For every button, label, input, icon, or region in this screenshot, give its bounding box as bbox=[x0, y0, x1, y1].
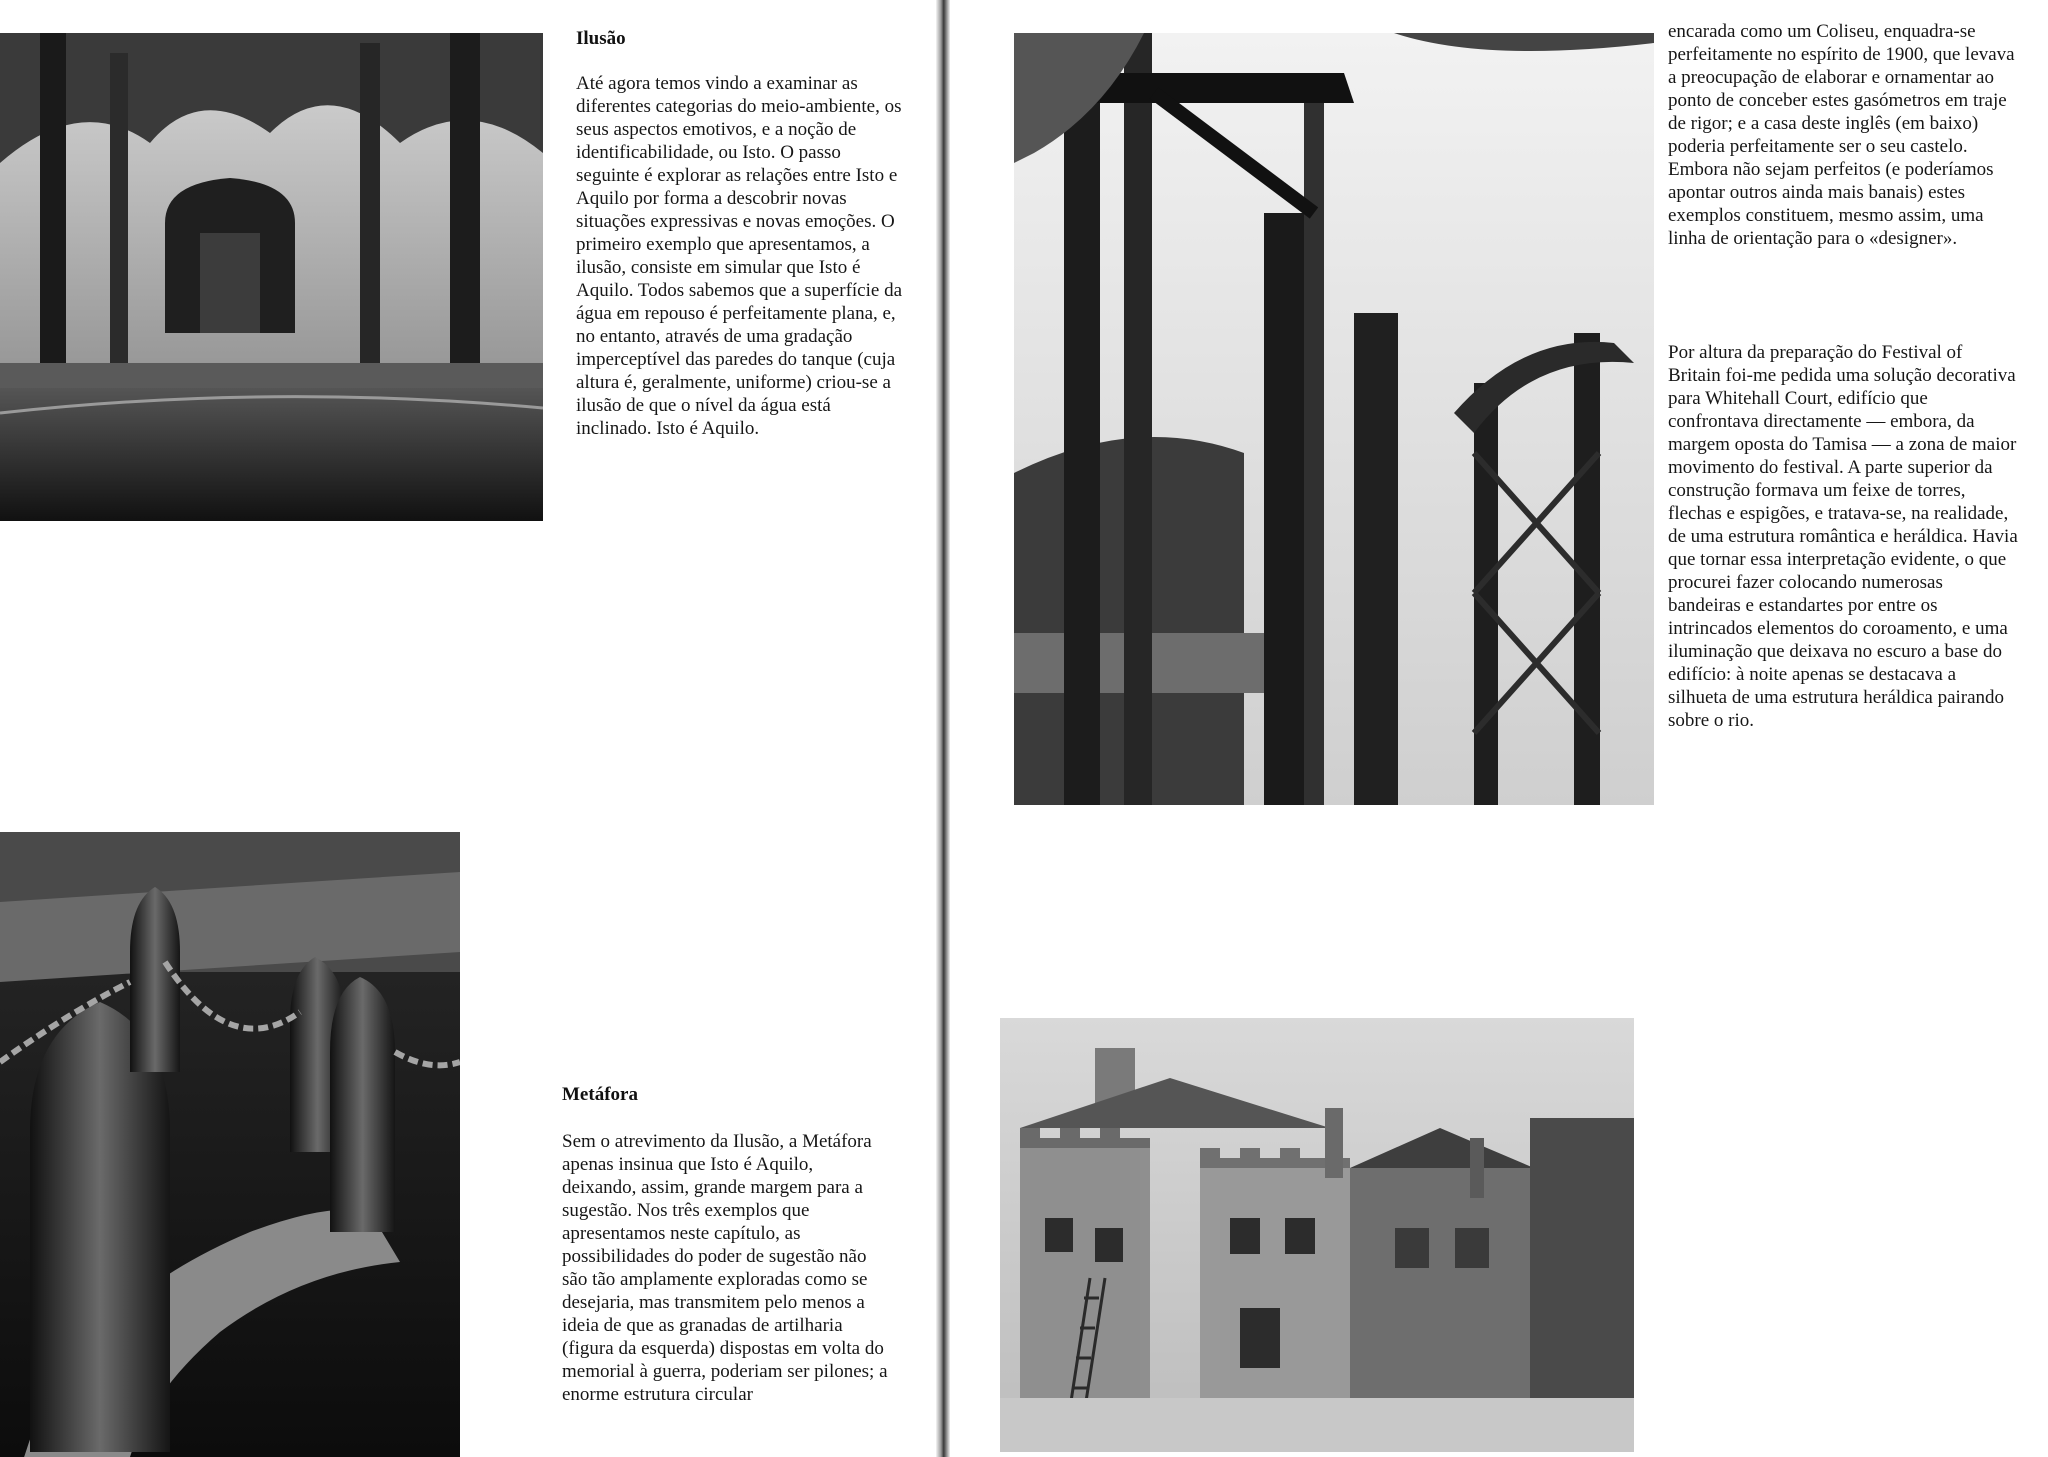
paragraph-ilusao-text: Até agora temos vindo a examinar as diferentes categorias do meio-ambiente, os seus aspectos emotivos, e a noção de identificabilidade, ou Isto. O passo seguinte é explorar as relações entre Isto e Aquilo por forma a descobrir novas situações expressivas e novas emoções. O primeiro exemplo que apresentamos, a ilusão, consiste em simular que Isto é Aquilo. Todos sabemos que a superfície da água em repouso é perfeitamente plana, e, no entanto, através de uma gradação imperceptível das paredes do tanque (cuja altura é, geralmente, uniforme) criou-se a ilusão de que o nível da água está inclinado. Isto é Aquilo. bbox=[576, 73, 902, 439]
artillery-shells-photo bbox=[0, 832, 460, 1457]
fountain-photo bbox=[0, 33, 543, 521]
paragraph-right-2-text: Por altura da preparação do Festival of Britain foi-me pedida uma solução decorativa para Whitehall Court, edifício que confrontava directamente — embora, da margem oposta do Tamisa — a zona de maior movimento do festival. A parte superior da construção formava um feixe de torres, flechas e espigões, e tratava-se, na realidade, de uma estrutura romântica e heráldica. Havia que tornar essa interpretação evidente, o que procurei fazer colocando numerosas bandeiras e estandartes por entre os intrincados elementos do coroamento, e uma iluminação que deixava no escuro a base do edifício: à noite apenas se destacava a silhueta de uma estrutura heráldica pairando sobre o rio. bbox=[1668, 342, 2018, 731]
book-gutter bbox=[936, 0, 950, 1457]
paragraph-ilusao bbox=[576, 72, 906, 440]
heading-ilusao: Ilusão bbox=[576, 28, 626, 49]
paragraph-right-2 bbox=[1668, 341, 2018, 732]
gasometer-photo bbox=[1014, 33, 1654, 805]
castle-house-photo bbox=[1000, 1018, 1634, 1452]
paragraph-metafora bbox=[562, 1130, 892, 1406]
paragraph-right-1 bbox=[1668, 20, 2018, 250]
paragraph-metafora-text: Sem o atrevimento da Ilusão, a Metáfora apenas insinua que Isto é Aquilo, deixando, assim, grande margem para a sugestão. Nos três exemplos que apresentamos neste capítulo, as possibilidades do poder de sugestão não são tão amplamente exploradas como se desejaria, mas transmitem pelo menos a ideia de que as granadas de artilharia (figura da esquerda) dispostas em volta do memorial à guerra, poderiam ser pilones; a enorme estrutura circular bbox=[562, 1131, 888, 1405]
heading-metafora: Metáfora bbox=[562, 1084, 638, 1105]
paragraph-right-1-text: encarada como um Coliseu, enquadra-se perfeitamente no espírito de 1900, que levava a preocupação de elaborar e ornamentar ao ponto de conceber estes gasómetros em traje de rigor; e a casa deste inglês (em baixo) poderia perfeitamente ser o seu castelo. Embora não sejam perfeitos (e poderíamos apontar outros ainda mais banais) estes exemplos constituem, mesmo assim, uma linha de orientação para o «designer». bbox=[1668, 21, 2015, 249]
